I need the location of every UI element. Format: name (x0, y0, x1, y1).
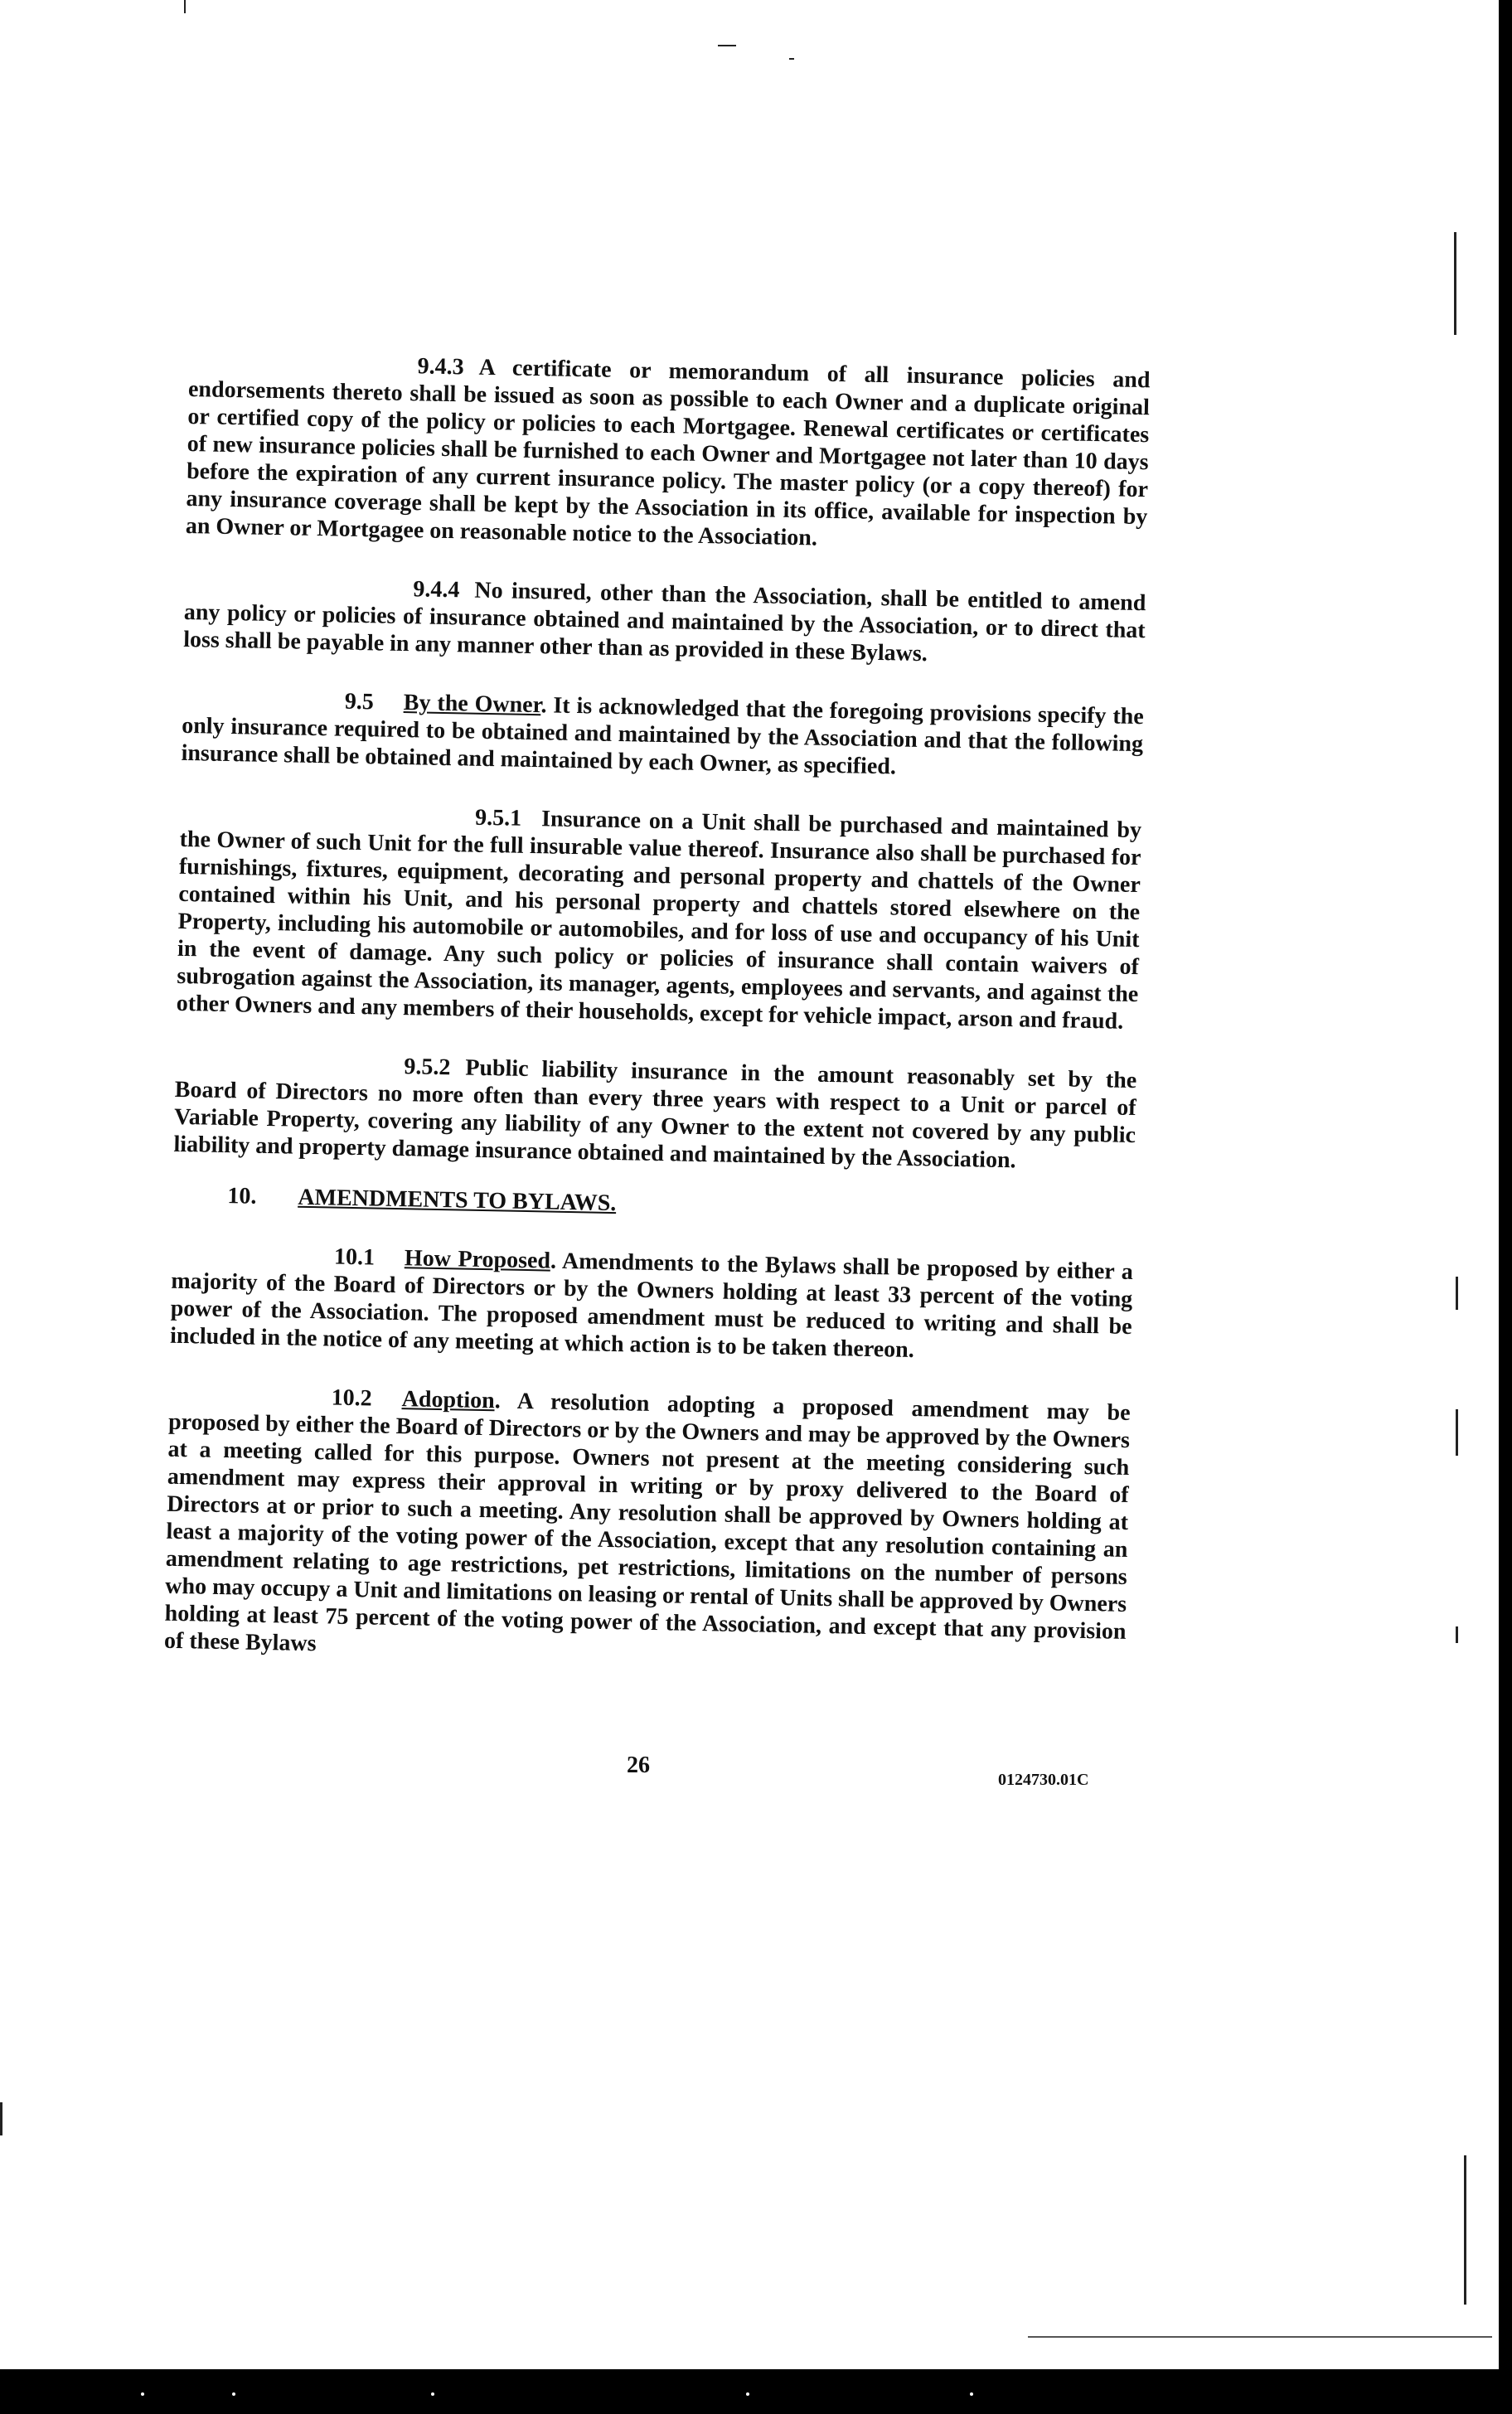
scan-mark (1456, 1626, 1458, 1643)
paragraph-text: . A resolution adopting a proposed amendment may be proposed by either the Board of Directors or by the Owners and may be approved by the Owners at a meeting called for this purpose. Owners not present at the meeting considering such amendment may express their approval in writing or by proxy delivered to the Board of Directors at or prior to such a meeting. Any resolution shall be approved by Owners holding at least a majority of the voting power of the Association, except that any resolution containing an amendment relating to age restrictions, pet restrictions, limitations on the number of persons who may occupy a Unit and limitations on leasing or rental of Units shall be approved by Owners holding at least 75 percent of the voting power of the Association, and except that any provision of these Bylaws (163, 1388, 1131, 1657)
scan-speck (232, 2392, 235, 2396)
paragraph-9-4-4 (183, 571, 1146, 671)
paragraph-text: Public liability insurance in the amount reasonably set by the Board of Directors no more often than every three years with respect to a Unit or parcel of Variable Property, covering any liability of any Owner to the extent not covered by any public liability and property damage insurance obtained and maintained by the Association. (173, 1054, 1137, 1174)
paragraph-text: Insurance on a Unit shall be purchased and maintained by the Owner of such Unit for the full insurable value thereof. Insurance also shall be purchased for furnishings, fixtures, equipment, decorating and personal property and chattels of the Owner contained within his Unit, and his personal property and chattels stored elsewhere on the Property, including his automobile or automobiles, and for loss of use and occupancy of his Unit in the event of damage. Any such policy or policies of insurance shall contain waivers of subrogation against the Association, its manager, agents, employees and servants, and against the other Owners and any members of their households, except for vehicle impact, arson and fraud. (176, 806, 1142, 1035)
section-number: 9.5.1 (474, 804, 522, 831)
scan-speck (431, 2392, 434, 2396)
page-number: 26 (627, 1752, 650, 1778)
section-number: 9.4.3 (417, 353, 464, 381)
section-heading-10 (172, 1181, 1134, 1227)
paragraph-9-5-2 (173, 1049, 1136, 1176)
scan-mark (718, 45, 736, 46)
section-number: 10. (227, 1183, 257, 1209)
scan-speck (746, 2392, 749, 2396)
scan-border-bottom (0, 2369, 1512, 2414)
section-number: 10.1 (333, 1243, 376, 1271)
scan-mark (1464, 2155, 1466, 2305)
scan-speck (970, 2392, 973, 2396)
section-number: 9.5 (344, 688, 375, 715)
paragraph-10-2 (164, 1381, 1131, 1673)
paragraph-10-1 (170, 1240, 1133, 1368)
paragraph-9-4-3 (186, 348, 1151, 558)
scan-mark (1456, 1277, 1458, 1310)
section-heading-title: AMENDMENTS TO BYLAWS. (298, 1184, 617, 1217)
section-number: 9.5.2 (404, 1054, 451, 1081)
paragraph-text: . Amendments to the Bylaws shall be proposed by either a majority of the Board of Directors or by the Owners holding at least 33 percent of the voting power of the Association. The proposed amendment must be reduced to writing and shall be included in the notice of any meeting at which action is to be taken thereon. (169, 1248, 1134, 1364)
scan-mark (184, 0, 186, 13)
paragraph-text: No insured, other than the Association, shall be entitled to amend any policy or policies of insurance obtained and maintained by the Association, or to direct that loss shall be payable in any manner other than as provided in these Bylaws. (182, 577, 1146, 667)
section-title: Adoption (401, 1386, 496, 1414)
section-title: How Proposed (404, 1245, 551, 1274)
scan-mark (0, 2102, 2, 2135)
paragraph-9-5-1 (177, 798, 1142, 1035)
scan-mark (789, 58, 794, 60)
document-code: 0124730.01C (998, 1771, 1089, 1789)
document-body (163, 348, 1151, 1704)
scan-mark (1028, 2336, 1492, 2338)
section-title: By the Owner (403, 690, 541, 719)
paragraph-text: . It is acknowledged that the foregoing provisions specify the only insurance required to be obtained and maintained by the Association and that the following insurance shall be obtained and maintained by each Owner, as specified. (181, 692, 1144, 780)
section-number: 9.4.4 (413, 576, 460, 604)
scan-mark (1454, 232, 1456, 335)
paragraph-text: A certificate or memorandum of all insurance policies and endorsements thereto shall be issued as soon as possible to each Owner and a duplicate original or certified copy of the policy or policies to each Mortgagee. Renewal certificates or certificates of new insurance policies shall be furnished to each Owner and Mortgagee not later than 10 days before the expiration of any current insurance policy. The master policy (or a copy thereof) for any insurance coverage shall be kept by the Association in its office, available for inspection by an Owner or Mortgagee on reasonable notice to the Association. (185, 354, 1151, 551)
paragraph-9-5 (181, 685, 1144, 785)
scan-border-right (1499, 0, 1512, 2414)
section-number: 10.2 (331, 1384, 373, 1412)
scan-speck (141, 2392, 144, 2396)
scan-mark (1456, 1409, 1458, 1456)
